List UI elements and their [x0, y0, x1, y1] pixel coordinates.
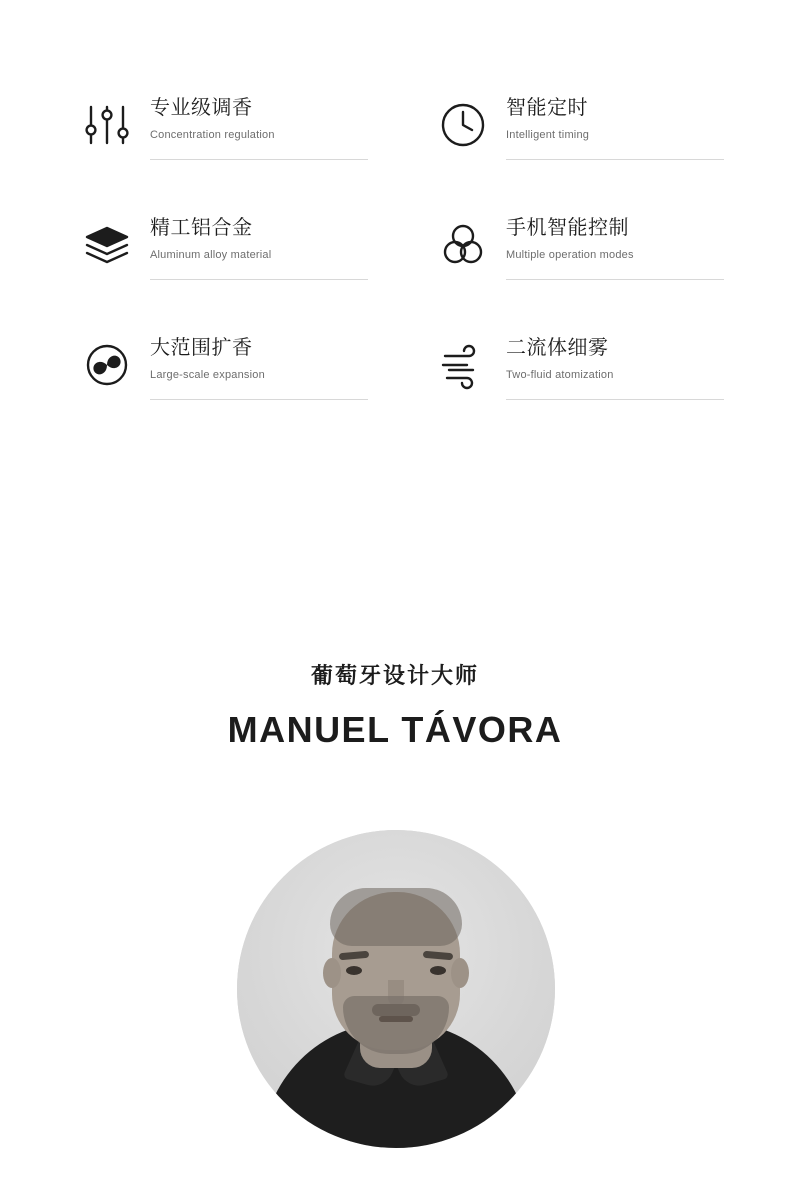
feature-text — [506, 328, 724, 400]
clock-icon — [434, 96, 492, 154]
feature-grid — [78, 88, 724, 448]
feature-text — [150, 328, 368, 400]
feature-title: 智能定时 — [506, 97, 588, 119]
portrait-eye-left — [346, 966, 362, 975]
feature-text — [150, 208, 368, 280]
portrait-ear-left — [323, 958, 341, 988]
feature-subtitle: Two-fluid atomization — [506, 369, 614, 381]
feature-subtitle: Multiple operation modes — [506, 249, 634, 261]
portrait-mouth — [379, 1016, 413, 1022]
feature-subtitle: Large-scale expansion — [150, 369, 265, 381]
designer-portrait — [237, 830, 555, 1148]
wind-icon — [434, 336, 492, 394]
feature-item — [434, 328, 724, 448]
feature-subtitle: Intelligent timing — [506, 129, 590, 141]
feature-subtitle: Aluminum alloy material — [150, 249, 272, 261]
feature-item — [434, 88, 724, 208]
feature-item — [78, 328, 368, 448]
sliders-icon — [78, 96, 136, 154]
layers-icon — [78, 216, 136, 274]
feature-title: 专业级调香 — [150, 97, 253, 119]
feature-text — [150, 88, 368, 160]
designer-section — [0, 660, 790, 752]
feature-item — [78, 208, 368, 328]
feature-text — [506, 88, 724, 160]
feature-text — [506, 208, 724, 280]
circles-icon — [434, 216, 492, 274]
feature-subtitle: Concentration regulation — [150, 129, 275, 141]
designer-subtitle: 葡萄牙设计大师 — [310, 663, 479, 688]
portrait-eye-right — [430, 966, 446, 975]
feature-item — [78, 88, 368, 208]
designer-portrait-wrapper — [237, 830, 555, 1148]
swirl-icon — [78, 336, 136, 394]
portrait-mustache — [372, 1004, 420, 1016]
feature-title: 手机智能控制 — [506, 217, 629, 239]
portrait-hair — [330, 888, 462, 946]
feature-title: 大范围扩香 — [150, 337, 253, 359]
designer-name: MANUEL TÁVORA — [227, 709, 563, 750]
portrait-ear-right — [451, 958, 469, 988]
feature-title: 二流体细雾 — [506, 337, 609, 359]
feature-item — [434, 208, 724, 328]
feature-title: 精工铝合金 — [150, 217, 253, 239]
